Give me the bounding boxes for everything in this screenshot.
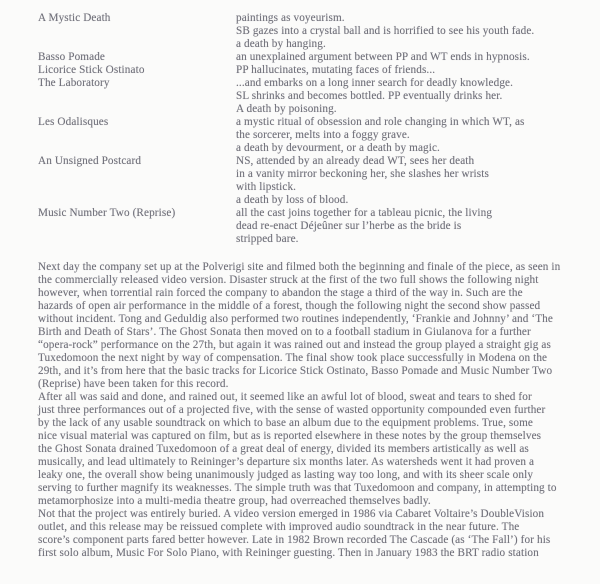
track-description-line: SL shrinks and becomes bottled. PP eventually drinks her. [236, 90, 503, 102]
track-title: A Mystic Death [38, 12, 111, 24]
paragraph-line: musically, and lead ultimately to Reininger’s departure six months later. As watersheds went it had proven a [38, 456, 535, 468]
track-entry [38, 155, 534, 207]
liner-notes-body [38, 261, 588, 560]
paragraph-line: just three performances out of a projected five, with the sense of wasted opportunity compounded even further [38, 404, 546, 416]
paragraph-line: without incident. Tong and Geduldig also performed two routines independently, ‘Frankie and Johnny’ and ‘The [38, 313, 553, 325]
paragraph-line: (Reprise) have been taken for this record. [38, 378, 229, 390]
track-description-lines [236, 207, 534, 246]
track-description-line: PP hallucinates, mutating faces of friends... [236, 64, 436, 76]
track-description-line: stripped bare. [236, 233, 299, 245]
track-description-line: the sorcerer, melts into a foggy grave. [236, 129, 410, 141]
track-description-line: all the cast joins together for a tableau picnic, the living [236, 207, 493, 219]
track-description-lines [236, 155, 534, 207]
track-description-line: paintings as voyeurism. [236, 12, 345, 24]
track-description-lines [236, 64, 534, 77]
track-description-line: SB gazes into a crystal ball and is horrified to see his youth fade. [236, 25, 535, 37]
track-title: Licorice Stick Ostinato [38, 64, 145, 76]
track-entry [38, 116, 534, 155]
track-title: An Unsigned Postcard [38, 155, 142, 167]
paragraph [38, 508, 588, 560]
track-description-lines [236, 116, 534, 155]
track-title: Les Odalisques [38, 116, 109, 128]
track-entry [38, 77, 534, 116]
paragraph-line: serving to further magnify its weaknesses. The simple truth was that Tuxedomoon and company, in attempting to [38, 482, 557, 494]
track-description-line: NS, attended by an already dead WT, sees her death [236, 155, 475, 167]
track-description-line: in a vanity mirror beckoning her, she slashes her wrists [236, 168, 489, 180]
paragraph-line: Tuxedomoon the next night by way of compensation. The final show took place successfully in Modena on the [38, 352, 548, 364]
track-description-line: dead re-enact Déjeûner sur l’herbe as the bride is [236, 220, 462, 232]
paragraph-line: leaky one, the overall show being unanimously judged as lasting way too long, and with its sheer scale only [38, 469, 534, 481]
paragraph-line: the commercially released video version. Disaster struck at the first of the two full shows the following night [38, 274, 539, 286]
paragraph-line: Next day the company set up at the Polverigi site and filmed both the beginning and finale of the piece, as seen in [38, 261, 561, 273]
paragraph-line: the Ghost Sonata drained Tuxedomoon of a great deal of energy, divided its members artistically as well as [38, 443, 529, 455]
track-description-line: a death by loss of blood. [236, 194, 349, 206]
paragraph-line: first solo album, Music For Solo Piano, with Reininger guesting. Then in January 1983 the BRT radio station [38, 547, 539, 559]
paragraph [38, 261, 588, 391]
track-title: Music Number Two (Reprise) [38, 207, 176, 219]
track-description-line: with lipstick. [236, 181, 297, 193]
track-entry [38, 207, 534, 246]
track-description-line: a death by devourment, or a death by magic. [236, 142, 440, 154]
track-entry [38, 51, 534, 64]
track-description-list [38, 12, 534, 246]
track-description-lines [236, 51, 534, 64]
paragraph-line: metamorphosize into a multi-media theatre group, had overreached themselves badly. [38, 495, 431, 507]
paragraph-line: Not that the project was entirely buried. A video version emerged in 1986 via Cabaret Voltaire’s DoubleVision [38, 508, 545, 520]
track-title: The Laboratory [38, 77, 110, 89]
track-description-line: ...and embarks on a long inner search for deadly knowledge. [236, 77, 514, 89]
paragraph-line: 29th, and it’s from here that the basic tracks for Licorice Stick Ostinato, Basso Pomade and Music Number Two [38, 365, 553, 377]
track-entry [38, 12, 534, 51]
paragraph-line: “opera-rock” performance on the 27th, but again it was rained out and instead the group played a straight gig as [38, 339, 551, 351]
track-description-line: A death by poisoning. [236, 103, 337, 115]
track-description-line: a mystic ritual of obsession and role changing in which WT, as [236, 116, 525, 128]
paragraph-line: hazards of open air performance in the middle of a forest, though the following night the second show passed [38, 300, 541, 312]
paragraph-line: by the lack of any usable soundtrack on which to base an album due to the equipment problems. True, some [38, 417, 533, 429]
track-description-line: an unexplained argument between PP and WT ends in hypnosis. [236, 51, 530, 63]
paragraph-line: score’s component parts fared better however. Late in 1982 Brown recorded The Cascade (as ‘The Fall’) for his [38, 534, 551, 546]
paragraph-line: however, when torrential rain forced the company to abandon the stage a third of the way in. Such are the [38, 287, 523, 299]
track-entry [38, 64, 534, 77]
paragraph-line: outlet, and this release may be reissued complete with improved audio soundtrack in the near future. The [38, 521, 520, 533]
track-title: Basso Pomade [38, 51, 106, 63]
track-description-line: a death by hanging. [236, 38, 326, 50]
paragraph-line: nice visual material was captured on film, but as is reported elsewhere in these notes by the group themselves [38, 430, 542, 442]
paragraph-line: Birth and Death of Stars’. The Ghost Sonata then moved on to a football stadium in Giulanova for a further [38, 326, 531, 338]
paragraph-line: After all was said and done, and rained out, it seemed like an awful lot of blood, sweat and tears to shed for [38, 391, 532, 403]
track-description-lines [236, 12, 534, 51]
paragraph [38, 391, 588, 508]
track-description-lines [236, 77, 534, 116]
